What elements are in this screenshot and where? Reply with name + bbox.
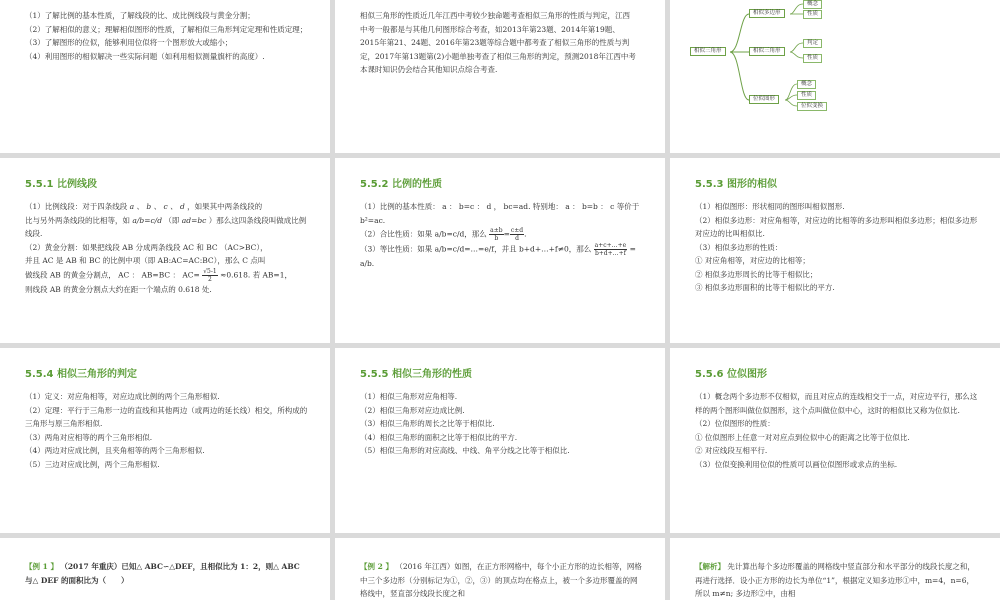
text-segment: （2）合比性质：如果 a/b=c/d，那么 bbox=[360, 229, 487, 239]
text-line: （1）概念两个多边形不仅相似，而且对应点的连线相交于一点，对应边平行，那么这样的两个图形叫做位似图形，这个点叫做位似中心，这时的相似比又称为位似比. bbox=[695, 392, 978, 415]
slide-body bbox=[25, 560, 308, 587]
slide-solution bbox=[670, 538, 1000, 600]
slide-title: 5.5.2 比例的性质 bbox=[360, 179, 442, 190]
text-line: ① 对应角相等，对应边的比相等； bbox=[695, 256, 810, 265]
example-text: （2017 年重庆）已知△ ABC∽△DEF，且相似比为 1：2，则△ ABC 与△ DEF 的面积比为（ ） bbox=[25, 562, 300, 585]
text-segment: （1）比例线段：对于四条线段 bbox=[25, 202, 128, 211]
example-text: （2016 年江西）如图，在正方形网格中，每个小正方形的边长相等，网格中三个多边形（分别标记为①，②，③）的顶点均在格点上，被一个多边形覆盖的网格线中，竖直部分线段长度之和 bbox=[360, 562, 642, 598]
fraction-numerator: a±b bbox=[490, 227, 503, 234]
solution-label: 【解析】 bbox=[695, 562, 725, 571]
text-line bbox=[695, 560, 978, 600]
text-segment: （3）等比性质：如果 a/b=c/d=…=e/f，并且 b+d+…+f≠0，那么 bbox=[360, 244, 592, 254]
slide-5-5-2 bbox=[335, 158, 665, 343]
text-line bbox=[360, 560, 643, 600]
text-segment: ≈0.618. 若 AB=1， bbox=[220, 270, 292, 279]
text-segment: （即 bbox=[164, 215, 180, 225]
text-line: （2）合比性质：如果 a/b=c/d，那么 $\frac{a\pm b}{b}$ = $\frac{c\pm d}{d}$ . bbox=[360, 227, 527, 242]
text-line: （1）相似图形：形状相同的图形叫相似图形. bbox=[695, 202, 845, 211]
example-label: 【例 2 】 bbox=[360, 562, 393, 571]
fraction-denominator: 2 bbox=[208, 275, 212, 283]
text-line bbox=[25, 214, 308, 241]
text-line: （3）位似变换利用位似的性质可以画位似图形或求点的坐标. bbox=[695, 459, 898, 469]
text-line: ② 对应线段互相平行. bbox=[695, 446, 768, 455]
mindmap-root: 相似三角形 bbox=[690, 47, 726, 56]
slide-5-5-1 bbox=[0, 158, 330, 343]
slide-title: 5.5.6 位似图形 bbox=[695, 369, 767, 380]
fraction-numerator: c±d bbox=[510, 227, 524, 234]
mindmap-leaf: 位似变换 bbox=[797, 102, 827, 111]
slide-body bbox=[695, 200, 978, 295]
text-line: （2）相似三角形对应边成比例. bbox=[360, 405, 465, 415]
text-line bbox=[360, 242, 643, 271]
slide-body bbox=[25, 390, 308, 471]
text-line: （4）相似三角形的面积之比等于相似比的平方. bbox=[360, 432, 518, 442]
text-line: ① 位似图形上任意一对对应点到位似中心的距离之比等于位似比. bbox=[695, 432, 910, 442]
slide-exam-analysis bbox=[335, 0, 665, 153]
text-line: （3）相似三角形的周长之比等于相似比. bbox=[360, 419, 495, 428]
mindmap-leaf: 性质 bbox=[803, 10, 822, 19]
mindmap-leaf: 判定 bbox=[803, 39, 822, 48]
text-segment: 比与另外两条线段的比相等，如 bbox=[25, 215, 130, 225]
slide-title: 5.5.1 比例线段 bbox=[25, 179, 97, 190]
text-line: （2）位似图形的性质： bbox=[695, 419, 775, 428]
text-line: （2）黄金分割：如果把线段 AB 分成两条线段 AC 和 BC （AC>BC）， bbox=[25, 242, 268, 252]
text-line: （1）相似三角形对应角相等. bbox=[360, 392, 458, 401]
slide-5-5-3 bbox=[670, 158, 1000, 343]
fraction-denominator: d bbox=[515, 235, 519, 242]
mindmap-branch: 相似多边形 bbox=[749, 9, 785, 18]
text-line: （5）相似三角形的对应高线、中线、角平分线之比等于相似比. bbox=[360, 446, 570, 455]
solution-text: 先计算出每个多边形覆盖的网格线中竖直部分和水平部分的线段长度之和，再进行选择．设小正方形的边长为单位“1”，根据定义知多边形①中，m=4，n=6，所以 m≠n; 多边形②中，由相 bbox=[695, 562, 975, 598]
goal-line: （1）了解比例的基本性质，了解线段的比、成比例线段与黄金分割； bbox=[25, 11, 255, 20]
mindmap-leaf: 性质 bbox=[797, 91, 816, 100]
text-line bbox=[25, 268, 308, 283]
golden-ratio-fraction bbox=[202, 268, 218, 283]
slide-body bbox=[25, 200, 308, 296]
text-line: （2）相似多边形：对应角相等，对应边的比相等的多边形叫相似多边形；相似多边形对应边的比叫相似比. bbox=[695, 215, 978, 238]
slide-title: 5.5.5 相似三角形的性质 bbox=[360, 369, 472, 380]
slide-body bbox=[360, 200, 643, 271]
text-segment: a 、 b 、 c 、 d bbox=[129, 202, 185, 211]
slide-body bbox=[695, 390, 978, 471]
goal-line: （2）了解相似的意义；理解相似图形的性质，了解相似三角形判定定理和性质定理； bbox=[25, 24, 308, 34]
fraction bbox=[489, 227, 503, 242]
text-line: （4）两边对应成比例，且夹角相等的两个三角形相似. bbox=[25, 446, 205, 455]
exam-analysis-paragraph: 相似三角形的性质近几年江西中考较少独命题考查相似三角形的性质与判定，江西中考一般都是与其他几何图形综合考查，如2013年第23题、2014年第19题、2015年第21、24题、2016年第23题等综合题中都考查了相似三角形的性质与判定，2017年第13题第(2)小题单独考查了相似三角形的判定，预测2018年江西中考本课时知识仍会结合其他知识点综合考查. bbox=[360, 11, 636, 74]
slide-body bbox=[695, 560, 978, 600]
text-segment: = a/b. bbox=[360, 244, 636, 268]
mindmap-leaf: 性质 bbox=[803, 54, 822, 63]
example-label: 【例 1 】 bbox=[25, 562, 58, 571]
slide-5-5-5 bbox=[335, 348, 665, 533]
goal-line: （4）利用图形的相似解决一些实际问题（如利用相似测量旗杆的高度）. bbox=[25, 51, 265, 61]
mindmap-branch: 位似图形 bbox=[749, 95, 779, 104]
slide-mindmap bbox=[670, 0, 1000, 153]
text-line: （2）定理：平行于三角形一边的直线和其他两边（或两边的延长线）相交，所构成的三角形与原三角形相似. bbox=[25, 405, 308, 428]
slide-body bbox=[360, 560, 643, 600]
knowledge-mindmap bbox=[685, 0, 865, 112]
text-line: （1）比例的基本性质： a ： b=c ： d ， bc=ad. 特别地： a ： b=b ： c 等价于 b²=ac. bbox=[360, 202, 640, 225]
slide-title: 5.5.4 相似三角形的判定 bbox=[25, 369, 137, 380]
text-line: 并且 AC 是 AB 和 BC 的比例中项（即 AB:AC=AC:BC），那么 C 点叫 bbox=[25, 256, 266, 265]
text-line: 则线段 AB 的黄金分割点大约在距一个端点的 0.618 处. bbox=[25, 284, 212, 294]
slide-5-5-6 bbox=[670, 348, 1000, 533]
goal-line: （3）了解图形的位似，能够利用位似将一个图形放大或缩小； bbox=[25, 38, 233, 47]
text-segment: ad=bc bbox=[181, 215, 207, 225]
learning-goals-text bbox=[25, 9, 308, 63]
slide-body bbox=[360, 390, 643, 458]
text-segment: ，如果其中两条线段的 bbox=[187, 202, 263, 211]
text-line: （1）定义：对应角相等，对应边成比例的两个三角形相似. bbox=[25, 392, 220, 401]
slide-5-5-4 bbox=[0, 348, 330, 533]
text-line bbox=[25, 200, 308, 214]
mindmap-branch: 相似三角形 bbox=[749, 47, 785, 56]
text-line: （3）两角对应相等的两个三角形相似. bbox=[25, 432, 153, 442]
text-segment: 做线段 AB 的黄金分割点， AC ： AB=BC ： AC= bbox=[25, 270, 200, 279]
text-segment: a/b=c/d bbox=[132, 215, 163, 225]
fraction-numerator: √5-1 bbox=[203, 267, 217, 275]
mindmap-leaf: 概念 bbox=[797, 80, 816, 89]
fraction-denominator: b+d+…+f bbox=[594, 250, 626, 257]
fraction-denominator: b bbox=[494, 235, 499, 242]
exam-analysis-text bbox=[360, 9, 637, 77]
fraction bbox=[510, 227, 524, 242]
text-line bbox=[25, 560, 308, 587]
text-line: （5）三边对应成比例，两个三角形相似. bbox=[25, 459, 160, 469]
fraction bbox=[594, 242, 628, 257]
text-line: ③ 相似多边形面积的比等于相似比的平方. bbox=[695, 283, 835, 292]
text-line: （3）相似多边形的性质： bbox=[695, 242, 783, 252]
text-line: ② 相似多边形周长的比等于相似比； bbox=[695, 269, 818, 279]
mindmap-leaf: 概念 bbox=[803, 0, 822, 9]
slide-learning-goals bbox=[0, 0, 330, 153]
slide-title: 5.5.3 图形的相似 bbox=[695, 179, 777, 190]
slide-example-2 bbox=[335, 538, 665, 600]
slide-example-1 bbox=[0, 538, 330, 600]
text-segment: ）那么这四条线段叫做成比例线段. bbox=[25, 215, 307, 238]
fraction-numerator: a+c+…+e bbox=[594, 242, 627, 249]
